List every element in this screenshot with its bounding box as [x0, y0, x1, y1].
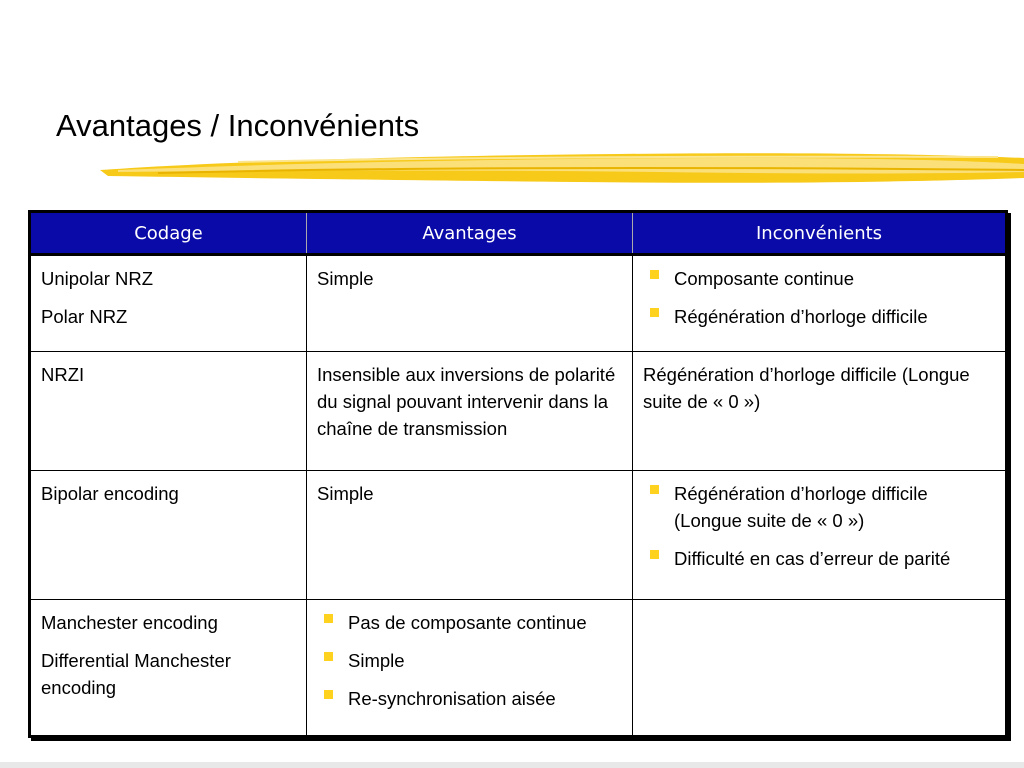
inconvenients-text: Régénération d’horloge difficile (Longue suite de « 0 ») [643, 364, 970, 412]
bullet-list [643, 265, 997, 330]
square-bullet-icon [650, 308, 659, 317]
cell-avantages [307, 255, 633, 352]
codage-label: Differential Manchester encoding [41, 650, 231, 698]
slide-bottom-rule [0, 762, 1024, 768]
bullet-item: Pas de composante continue [317, 609, 624, 636]
bullet-item: Simple [317, 647, 624, 674]
bullet-item: Difficulté en cas d’erreur de parité [643, 545, 997, 572]
square-bullet-icon [650, 550, 659, 559]
header-codage: Codage [30, 212, 307, 255]
square-bullet-icon [324, 614, 333, 623]
avantages-text: Simple [317, 483, 374, 504]
codage-label: NRZI [41, 364, 85, 385]
square-bullet-icon [650, 270, 659, 279]
comparison-table [28, 210, 1008, 738]
cell-codage [30, 255, 307, 352]
cell-codage [30, 471, 307, 600]
cell-avantages [307, 600, 633, 737]
cell-avantages [307, 352, 633, 471]
table-row [30, 352, 1007, 471]
cell-inconvenients [633, 352, 1007, 471]
square-bullet-icon [324, 652, 333, 661]
codage-label: Unipolar NRZ [41, 268, 154, 289]
square-bullet-icon [324, 690, 333, 699]
title-brush-underline [98, 148, 1024, 188]
table-row [30, 471, 1007, 600]
header-avantages: Avantages [307, 212, 633, 255]
cell-inconvenients [633, 471, 1007, 600]
cell-avantages [307, 471, 633, 600]
table-header-row [30, 212, 1007, 255]
cell-codage [30, 352, 307, 471]
avantages-text: Simple [317, 268, 374, 289]
header-inconvenients: Inconvénients [633, 212, 1007, 255]
cell-inconvenients [633, 600, 1007, 737]
slide-title: Avantages / Inconvénients [56, 108, 420, 143]
table-row [30, 600, 1007, 737]
bullet-item: Re-synchronisation aisée [317, 685, 624, 712]
cell-codage [30, 600, 307, 737]
table-row [30, 255, 1007, 352]
bullet-item: Régénération d’horloge difficile [643, 303, 997, 330]
bullet-item: Composante continue [643, 265, 997, 292]
codage-label: Manchester encoding [41, 612, 218, 633]
cell-inconvenients [633, 255, 1007, 352]
bullet-list [317, 609, 624, 712]
avantages-text: Insensible aux inversions de polarité du signal pouvant intervenir dans la chaîne de transmission [317, 364, 616, 439]
codage-label: Bipolar encoding [41, 483, 179, 504]
bullet-list [643, 480, 997, 572]
square-bullet-icon [650, 485, 659, 494]
bullet-item: Régénération d’horloge difficile (Longue suite de « 0 ») [643, 480, 997, 534]
codage-label: Polar NRZ [41, 306, 128, 327]
